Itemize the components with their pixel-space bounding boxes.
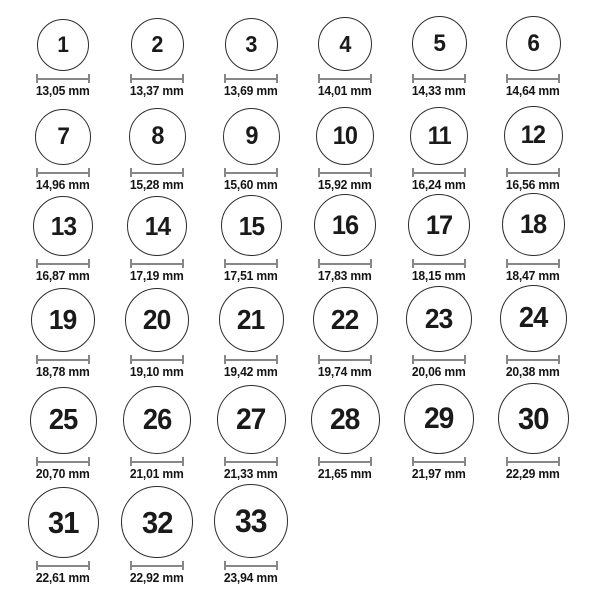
diameter-label: 14,33 mm	[412, 84, 466, 98]
diameter-label: 15,60 mm	[224, 178, 278, 192]
ring-size-item	[204, 385, 298, 482]
ring-size-number: 16	[331, 209, 359, 240]
ring-size-item	[204, 484, 298, 586]
ring-size-number: 28	[330, 402, 360, 436]
ring-circle	[219, 287, 284, 352]
ring-size-number: 27	[236, 402, 266, 436]
diameter-label: 13,05 mm	[36, 84, 90, 98]
diameter-ruler-icon	[130, 457, 184, 466]
diameter-ruler-icon	[506, 74, 560, 83]
ring-size-item	[16, 387, 110, 482]
ring-size-number: 7	[57, 123, 69, 150]
diameter-label: 17,51 mm	[224, 269, 278, 283]
ring-circle	[131, 18, 184, 71]
ring-size-item	[486, 16, 580, 99]
ring-circle	[37, 19, 89, 71]
ring-size-item	[110, 18, 204, 99]
ring-size-number: 21	[237, 303, 265, 335]
ring-size-number: 3	[245, 31, 257, 57]
diameter-ruler-icon	[318, 355, 372, 364]
ring-size-number: 24	[518, 302, 548, 334]
ring-size-item	[110, 108, 204, 193]
ring-size-number: 17	[425, 209, 453, 240]
ring-circle	[313, 287, 378, 352]
ring-size-number: 10	[332, 121, 358, 150]
ring-size-item	[392, 107, 486, 193]
ring-circle	[223, 108, 280, 165]
diameter-ruler-icon	[318, 457, 372, 466]
ring-circle	[498, 383, 569, 454]
ring-size-number: 20	[143, 304, 171, 335]
ring-circle	[129, 108, 186, 165]
diameter-ruler-icon	[130, 74, 184, 83]
diameter-ruler-icon	[412, 355, 466, 364]
ring-size-number: 4	[339, 30, 351, 57]
ring-size-number: 1	[57, 32, 69, 57]
diameter-ruler-icon	[36, 259, 90, 268]
diameter-label: 18,15 mm	[412, 269, 466, 283]
ring-size-row	[16, 484, 600, 586]
ring-size-number: 19	[49, 304, 77, 335]
diameter-ruler-icon	[36, 355, 90, 364]
ring-size-number: 6	[527, 29, 539, 57]
diameter-ruler-icon	[224, 259, 278, 268]
ring-size-item	[16, 109, 110, 193]
diameter-label: 17,83 mm	[318, 269, 372, 283]
ring-circle	[316, 107, 374, 165]
ring-size-item	[392, 384, 486, 482]
ring-size-item	[16, 196, 110, 284]
diameter-label: 16,87 mm	[36, 269, 90, 283]
diameter-ruler-icon	[506, 457, 560, 466]
ring-size-row	[16, 193, 600, 284]
ring-size-item	[392, 16, 486, 99]
diameter-label: 22,29 mm	[506, 467, 560, 481]
ring-circle	[217, 385, 286, 454]
diameter-label: 19,42 mm	[224, 365, 278, 379]
ring-size-item	[392, 286, 486, 380]
ring-size-row	[16, 106, 600, 193]
diameter-label: 20,38 mm	[506, 365, 560, 379]
ring-size-number: 22	[331, 303, 359, 335]
ring-size-item	[298, 194, 392, 284]
diameter-label: 18,47 mm	[506, 269, 560, 283]
ring-circle	[500, 285, 567, 352]
ring-size-item	[110, 486, 204, 586]
diameter-label: 19,10 mm	[130, 365, 184, 379]
ring-size-item	[204, 108, 298, 193]
ring-size-item	[486, 383, 580, 482]
ring-circle	[125, 288, 189, 352]
ring-size-number: 13	[50, 211, 76, 241]
diameter-ruler-icon	[506, 355, 560, 364]
ring-circle	[404, 384, 474, 454]
diameter-ruler-icon	[224, 457, 278, 466]
ring-circle	[31, 288, 95, 352]
diameter-ruler-icon	[130, 168, 184, 177]
ring-circle	[410, 107, 468, 165]
diameter-ruler-icon	[224, 561, 278, 570]
ring-circle	[123, 386, 191, 454]
diameter-ruler-icon	[506, 168, 560, 177]
ring-size-number: 30	[517, 401, 549, 436]
ring-size-row	[16, 16, 600, 99]
ring-size-number: 8	[150, 122, 164, 150]
ring-size-item	[204, 287, 298, 380]
ring-size-number: 12	[520, 121, 546, 149]
ring-size-number: 31	[47, 505, 79, 540]
diameter-ruler-icon	[36, 561, 90, 570]
diameter-ruler-icon	[318, 259, 372, 268]
ring-size-item	[486, 193, 580, 284]
diameter-label: 16,24 mm	[412, 178, 466, 192]
diameter-label: 21,65 mm	[318, 467, 372, 481]
diameter-label: 15,28 mm	[130, 178, 184, 192]
ring-circle	[504, 106, 563, 165]
ring-size-item	[392, 194, 486, 284]
ring-size-item	[298, 287, 392, 380]
diameter-label: 14,96 mm	[36, 178, 90, 192]
ring-circle	[28, 487, 99, 558]
ring-size-row	[16, 285, 600, 380]
ring-size-item	[16, 487, 110, 586]
ring-size-item	[486, 106, 580, 193]
diameter-label: 20,06 mm	[412, 365, 466, 379]
ring-size-item	[110, 196, 204, 284]
ring-circle	[314, 194, 376, 256]
ring-circle	[30, 387, 97, 454]
diameter-label: 23,94 mm	[224, 571, 278, 585]
diameter-ruler-icon	[412, 457, 466, 466]
ring-circle	[408, 194, 470, 256]
diameter-ruler-icon	[506, 259, 560, 268]
diameter-ruler-icon	[130, 355, 184, 364]
diameter-label: 17,19 mm	[130, 269, 184, 283]
ring-size-row	[16, 383, 600, 482]
ring-circle	[214, 484, 288, 558]
diameter-label: 16,56 mm	[506, 178, 560, 192]
ring-size-item	[16, 288, 110, 380]
ring-circle	[121, 486, 193, 558]
ring-size-number: 25	[48, 404, 78, 436]
diameter-ruler-icon	[36, 74, 90, 83]
ring-size-item	[110, 288, 204, 380]
diameter-label: 14,01 mm	[318, 84, 372, 98]
diameter-label: 18,78 mm	[36, 365, 90, 379]
diameter-ruler-icon	[224, 168, 278, 177]
diameter-label: 22,61 mm	[36, 571, 90, 585]
diameter-ruler-icon	[130, 259, 184, 268]
ring-size-item	[204, 18, 298, 99]
ring-size-number: 18	[519, 209, 547, 239]
ring-size-number: 14	[144, 211, 170, 241]
ring-size-number: 26	[142, 403, 172, 436]
ring-size-item	[204, 195, 298, 284]
ring-circle	[33, 196, 93, 256]
ring-size-number: 11	[427, 121, 451, 150]
diameter-ruler-icon	[412, 259, 466, 268]
diameter-ruler-icon	[36, 457, 90, 466]
ring-size-number: 9	[244, 122, 258, 150]
diameter-ruler-icon	[130, 561, 184, 570]
diameter-label: 13,37 mm	[130, 84, 184, 98]
ring-size-item	[16, 19, 110, 99]
ring-size-item	[298, 107, 392, 193]
diameter-label: 22,92 mm	[130, 571, 184, 585]
diameter-ruler-icon	[412, 168, 466, 177]
diameter-ruler-icon	[412, 74, 466, 83]
diameter-ruler-icon	[318, 74, 372, 83]
diameter-ruler-icon	[224, 74, 278, 83]
diameter-label: 15,92 mm	[318, 178, 372, 192]
diameter-ruler-icon	[318, 168, 372, 177]
diameter-label: 19,74 mm	[318, 365, 372, 379]
diameter-ruler-icon	[224, 355, 278, 364]
ring-circle	[318, 17, 372, 71]
ring-size-item	[298, 17, 392, 99]
ring-size-number: 2	[151, 31, 163, 57]
ring-size-number: 5	[433, 29, 445, 57]
ring-circle	[221, 195, 282, 256]
ring-circle	[35, 109, 91, 165]
diameter-label: 13,69 mm	[224, 84, 278, 98]
ring-size-item	[298, 385, 392, 482]
ring-circle	[506, 16, 561, 71]
ring-circle	[502, 193, 565, 256]
diameter-label: 20,70 mm	[36, 467, 90, 481]
diameter-label: 21,33 mm	[224, 467, 278, 481]
diameter-label: 21,01 mm	[130, 467, 184, 481]
ring-size-number: 23	[425, 303, 453, 334]
ring-circle	[412, 16, 467, 71]
ring-circle	[311, 385, 380, 454]
ring-size-number: 15	[238, 210, 264, 241]
diameter-label: 21,97 mm	[412, 467, 466, 481]
diameter-ruler-icon	[36, 168, 90, 177]
ring-circle	[127, 196, 187, 256]
ring-circle	[406, 286, 472, 352]
diameter-label: 14,64 mm	[506, 84, 560, 98]
ring-circle	[225, 18, 278, 71]
ring-size-number: 29	[424, 402, 454, 435]
ring-size-number: 33	[235, 503, 267, 539]
ring-size-item	[486, 285, 580, 380]
ring-size-number: 32	[141, 504, 173, 540]
ring-size-item	[110, 386, 204, 482]
